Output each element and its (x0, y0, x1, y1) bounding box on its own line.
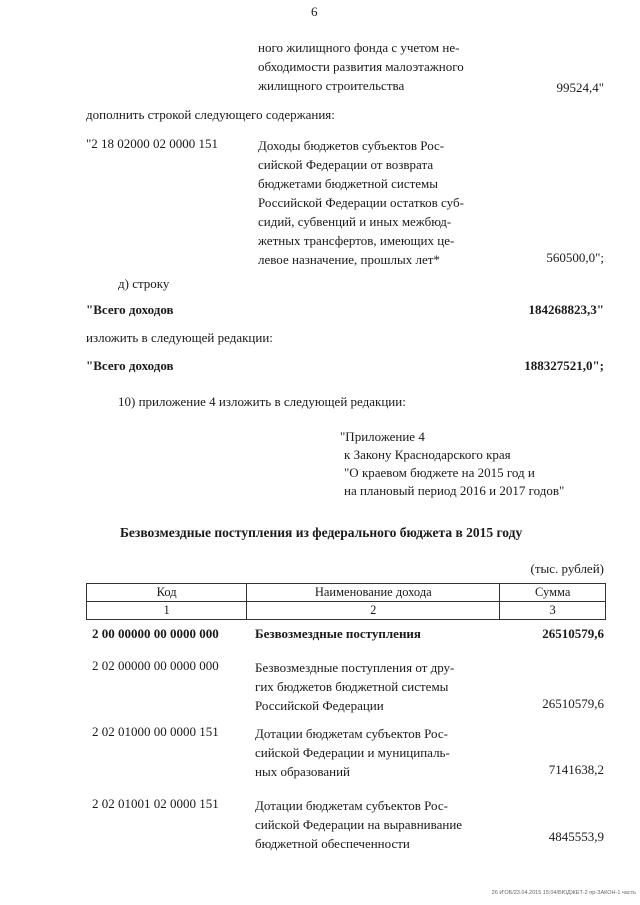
row-code: 2 02 00000 00 0000 000 (92, 658, 219, 673)
row-name (255, 658, 503, 715)
row-name-line: Дотации бюджетам субъектов Рос- (255, 798, 448, 813)
row-name-line: Дотации бюджетам субъектов Рос- (255, 726, 448, 741)
units-label: (тыс. рублей) (530, 561, 604, 576)
header-name: Наименование дохода (247, 584, 500, 602)
page-number: 6 (311, 4, 318, 19)
row-amount: 26510579,6 (542, 696, 604, 711)
description-line: сийской Федерации от возврата (258, 157, 434, 172)
income-table-header (86, 583, 606, 620)
row-code: 2 00 00000 00 0000 000 (92, 626, 219, 641)
restate-text: изложить в следующей редакции: (86, 330, 273, 345)
row-amount: 7141638,2 (548, 762, 604, 777)
column-number-row (87, 602, 606, 620)
column-number: 1 (87, 602, 247, 620)
description-line: сидий, субвенций и иных межбюд- (258, 214, 452, 229)
item-10-text: 10) приложение 4 изложить в следующей редакции: (118, 394, 406, 409)
column-number: 2 (247, 602, 500, 620)
total-new-amount: 188327521,0"; (524, 358, 604, 373)
continuation-line: обходимости развития малоэтажного (258, 59, 464, 74)
row-amount: 4845553,9 (548, 829, 604, 844)
row-name-line: бюджетной обеспеченности (255, 836, 410, 851)
row-name (255, 796, 503, 853)
description-line: левое назначение, прошлых лет* (258, 252, 440, 267)
row-code: 2 02 01000 00 0000 151 (92, 724, 219, 739)
row-name-line: сийской Федерации и муниципаль- (255, 745, 450, 760)
continuation-line: жилищного строительства (258, 78, 405, 93)
total-new-label: "Всего доходов (86, 358, 174, 373)
appendix-line: "Приложение 4 (340, 429, 425, 444)
header-row (87, 584, 606, 602)
description-line: жетных трансфертов, имеющих це- (258, 233, 455, 248)
new-row-amount: 560500,0"; (546, 250, 604, 265)
header-sum: Сумма (500, 584, 606, 602)
continuation-amount: 99524,4" (556, 80, 604, 95)
add-line-text: дополнить строкой следующего содержания: (86, 107, 335, 122)
total-old-amount: 184268823,3" (528, 302, 604, 317)
description-line: бюджетами бюджетной системы (258, 176, 439, 191)
table-title: Безвозмездные поступления из федерального бюджета в 2015 году (120, 525, 523, 540)
column-number: 3 (500, 602, 606, 620)
row-amount: 26510579,6 (542, 626, 604, 641)
appendix-line: "О краевом бюджете на 2015 год и (344, 465, 535, 480)
description-line: Российской Федерации остатков суб- (258, 195, 464, 210)
new-row-code: "2 18 02000 02 0000 151 (86, 136, 219, 151)
appendix-line: на плановый период 2016 и 2017 годов" (344, 483, 565, 498)
appendix-line: к Закону Краснодарского края (344, 447, 511, 462)
row-name-line: Российской Федерации (255, 698, 384, 713)
item-d-text: д) строку (118, 276, 170, 291)
row-name-line: ных образований (255, 764, 350, 779)
continuation-text (258, 38, 504, 95)
row-code: 2 02 01001 02 0000 151 (92, 796, 219, 811)
row-name-line: Безвозмездные поступления от дру- (255, 660, 455, 675)
header-code: Код (87, 584, 247, 602)
appendix-header (340, 428, 564, 500)
row-name (255, 724, 503, 781)
description-line: Доходы бюджетов субъектов Рос- (258, 138, 445, 153)
row-name-line: сийской Федерации на выравнивание (255, 817, 463, 832)
row-name-line: гих бюджетов бюджетной системы (255, 679, 449, 694)
new-row-description (258, 136, 504, 269)
row-name: Безвозмездные поступления (255, 626, 421, 641)
total-old-label: "Всего доходов (86, 302, 174, 317)
document-footer: 26 И'ОБ/23.04.2015 15:04/БЮДЖЕТ-2 пр-ЗАКОН-1 часть (491, 890, 636, 896)
continuation-line: ного жилищного фонда с учетом не- (258, 40, 460, 55)
